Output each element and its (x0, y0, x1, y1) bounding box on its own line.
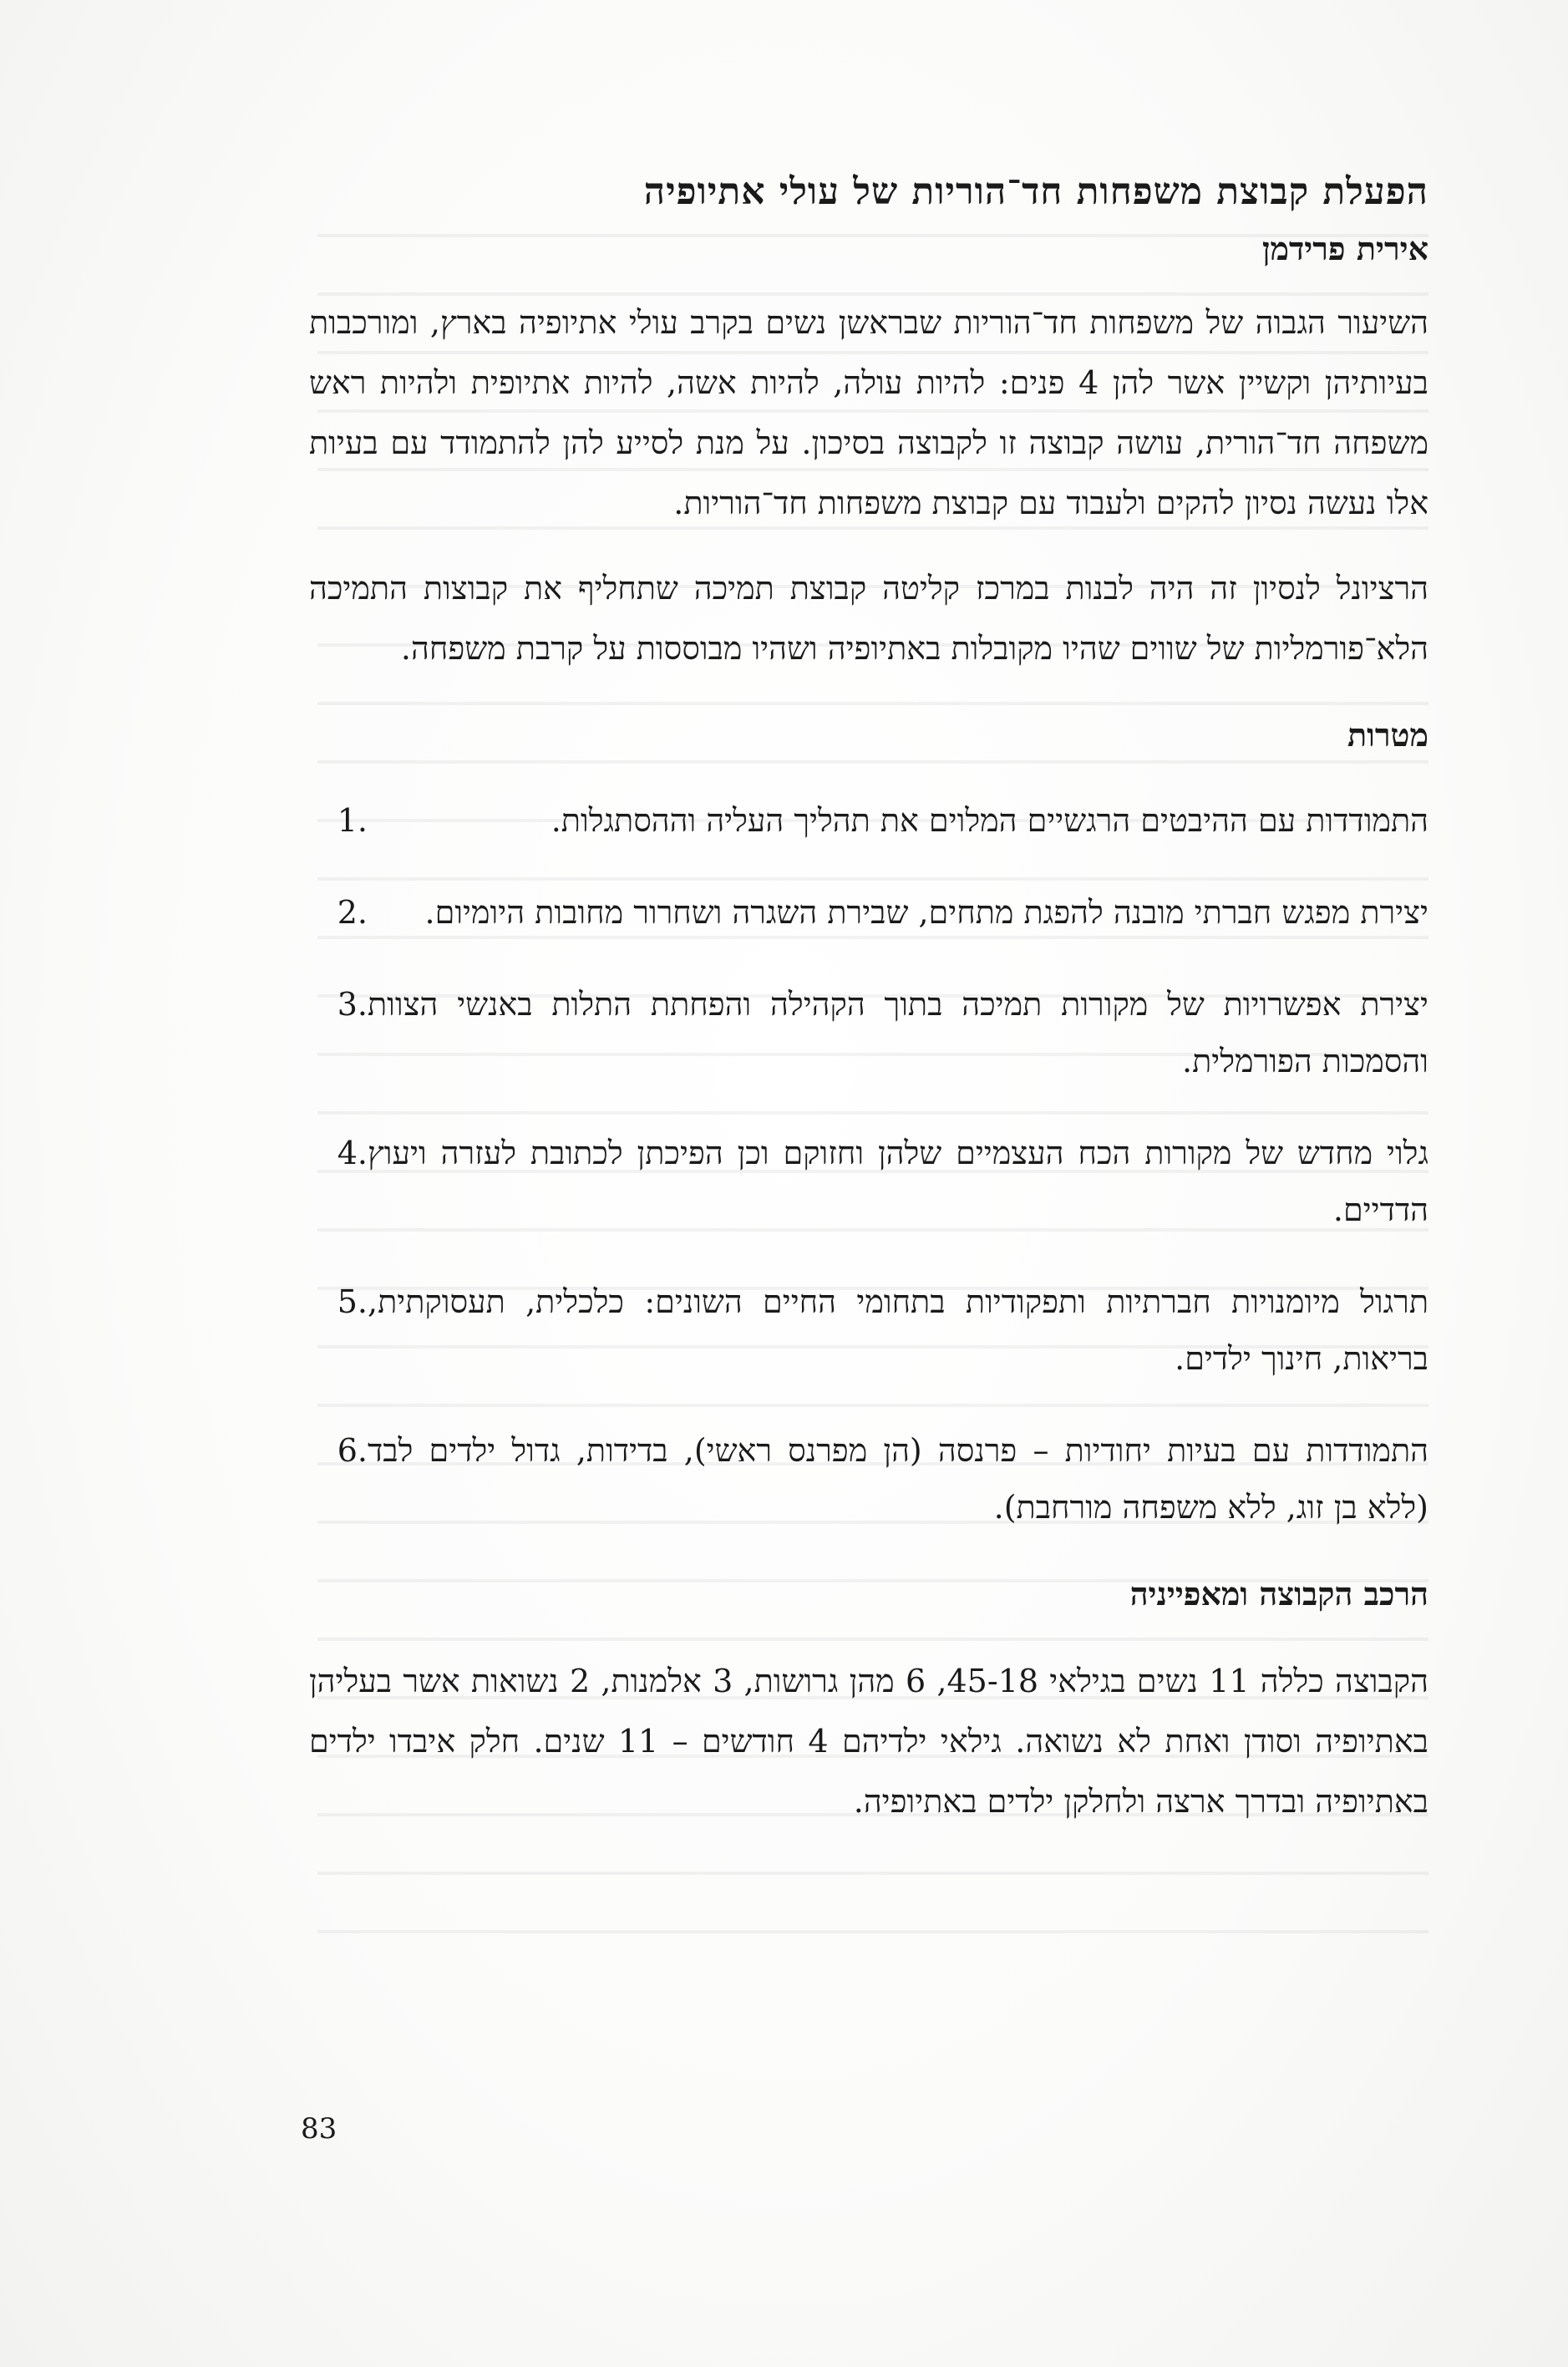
goals-list (309, 792, 1428, 1536)
goal-text: יצירת מפגש חברתי מובנה להפגת מתחים, שבירת השגרה ושחרור מחובות היומיום. (424, 894, 1428, 931)
goal-item (309, 1422, 1428, 1536)
page-number: 83 (301, 2112, 337, 2146)
intro-paragraph-1: השיעור הגבוה של משפחות חד־הוריות שבראשן נשים בקרב עולי אתיופיה בארץ, ומורכבות בעיותיהן וקשיין אשר להן 4 פנים: להיות עולה, להיות אשה, להיות אתיופית ולהיות ראש משפחה חד־הורית, עושה קבוצה זו לקבוצה בסיכון. על מנת לסייע להן להתמודד עם בעיות אלו נעשה נסיון להקים ולעבוד עם קבוצת משפחות חד־הוריות. (309, 304, 1428, 521)
intro-paragraph-2: הרציונל לנסיון זה היה לבנות במרכז קליטה קבוצת תמיכה שתחליף את קבוצות התמיכה הלא־פורמליות של שווים שהיו מקובלות באתיופיה ושהיו מבוססות על קרבת משפחה. (309, 570, 1428, 667)
goal-text: התמודדות עם ההיבטים הרגשיים המלוים את תהליך העליה וההסתגלות. (551, 802, 1428, 839)
goal-item (309, 792, 1428, 849)
composition-paragraph: הקבוצה כללה 11 נשים בגילאי 45-18, 6 מהן גרושות, 3 אלמנות, 2 נשואות אשר בעליהן באתיופיה וסודן ואחת לא נשואה. גילאי ילדיהם 4 חודשים – 11 שנים. חלק איבדו ילדים באתיופיה ובדרך ארצה ולחלקן ילדים באתיופיה. (309, 1663, 1428, 1820)
goal-number: 3. (337, 986, 368, 1023)
goals-heading: מטרות (1347, 716, 1428, 754)
article-body (309, 167, 1428, 1857)
composition-heading: הרכב הקבוצה ומאפייניה (1129, 1575, 1428, 1613)
goal-text: תרגול מיומנויות חברתיות ותפקודיות בתחומי החיים השונים: כלכלית, תעסוקתית, בריאות, חינוך ילדים. (368, 1283, 1428, 1377)
article-title: הפעלת קבוצת משפחות חד־הוריות של עולי אתיופיה (643, 170, 1428, 213)
goal-number: 4. (337, 1135, 368, 1171)
goal-item (309, 1273, 1428, 1387)
goal-text: גלוי מחדש של מקורות הכח העצמיים שלהן וחזוקם וכן הפיכתן לכתובת לעזרה ויעוץ הדדיים. (368, 1135, 1428, 1228)
goal-number: 1. (337, 802, 368, 839)
goal-text: התמודדות עם בעיות יחודיות – פרנסה (הן מפרנס ראשי), בדידות, גדול ילדים לבד (ללא בן זוג, ללא משפחה מורחבת). (368, 1432, 1428, 1526)
goal-text: יצירת אפשרויות של מקורות תמיכה בתוך הקהילה והפחתת התלות באנשי הצוות והסמכות הפורמלית. (368, 986, 1428, 1079)
goal-number: 6. (337, 1432, 368, 1469)
goal-number: 5. (337, 1283, 368, 1320)
goal-item (309, 1125, 1428, 1238)
goal-number: 2. (337, 894, 368, 931)
article-author: אירית פרידמן (1261, 230, 1428, 267)
goal-item (309, 884, 1428, 941)
goal-item (309, 976, 1428, 1090)
